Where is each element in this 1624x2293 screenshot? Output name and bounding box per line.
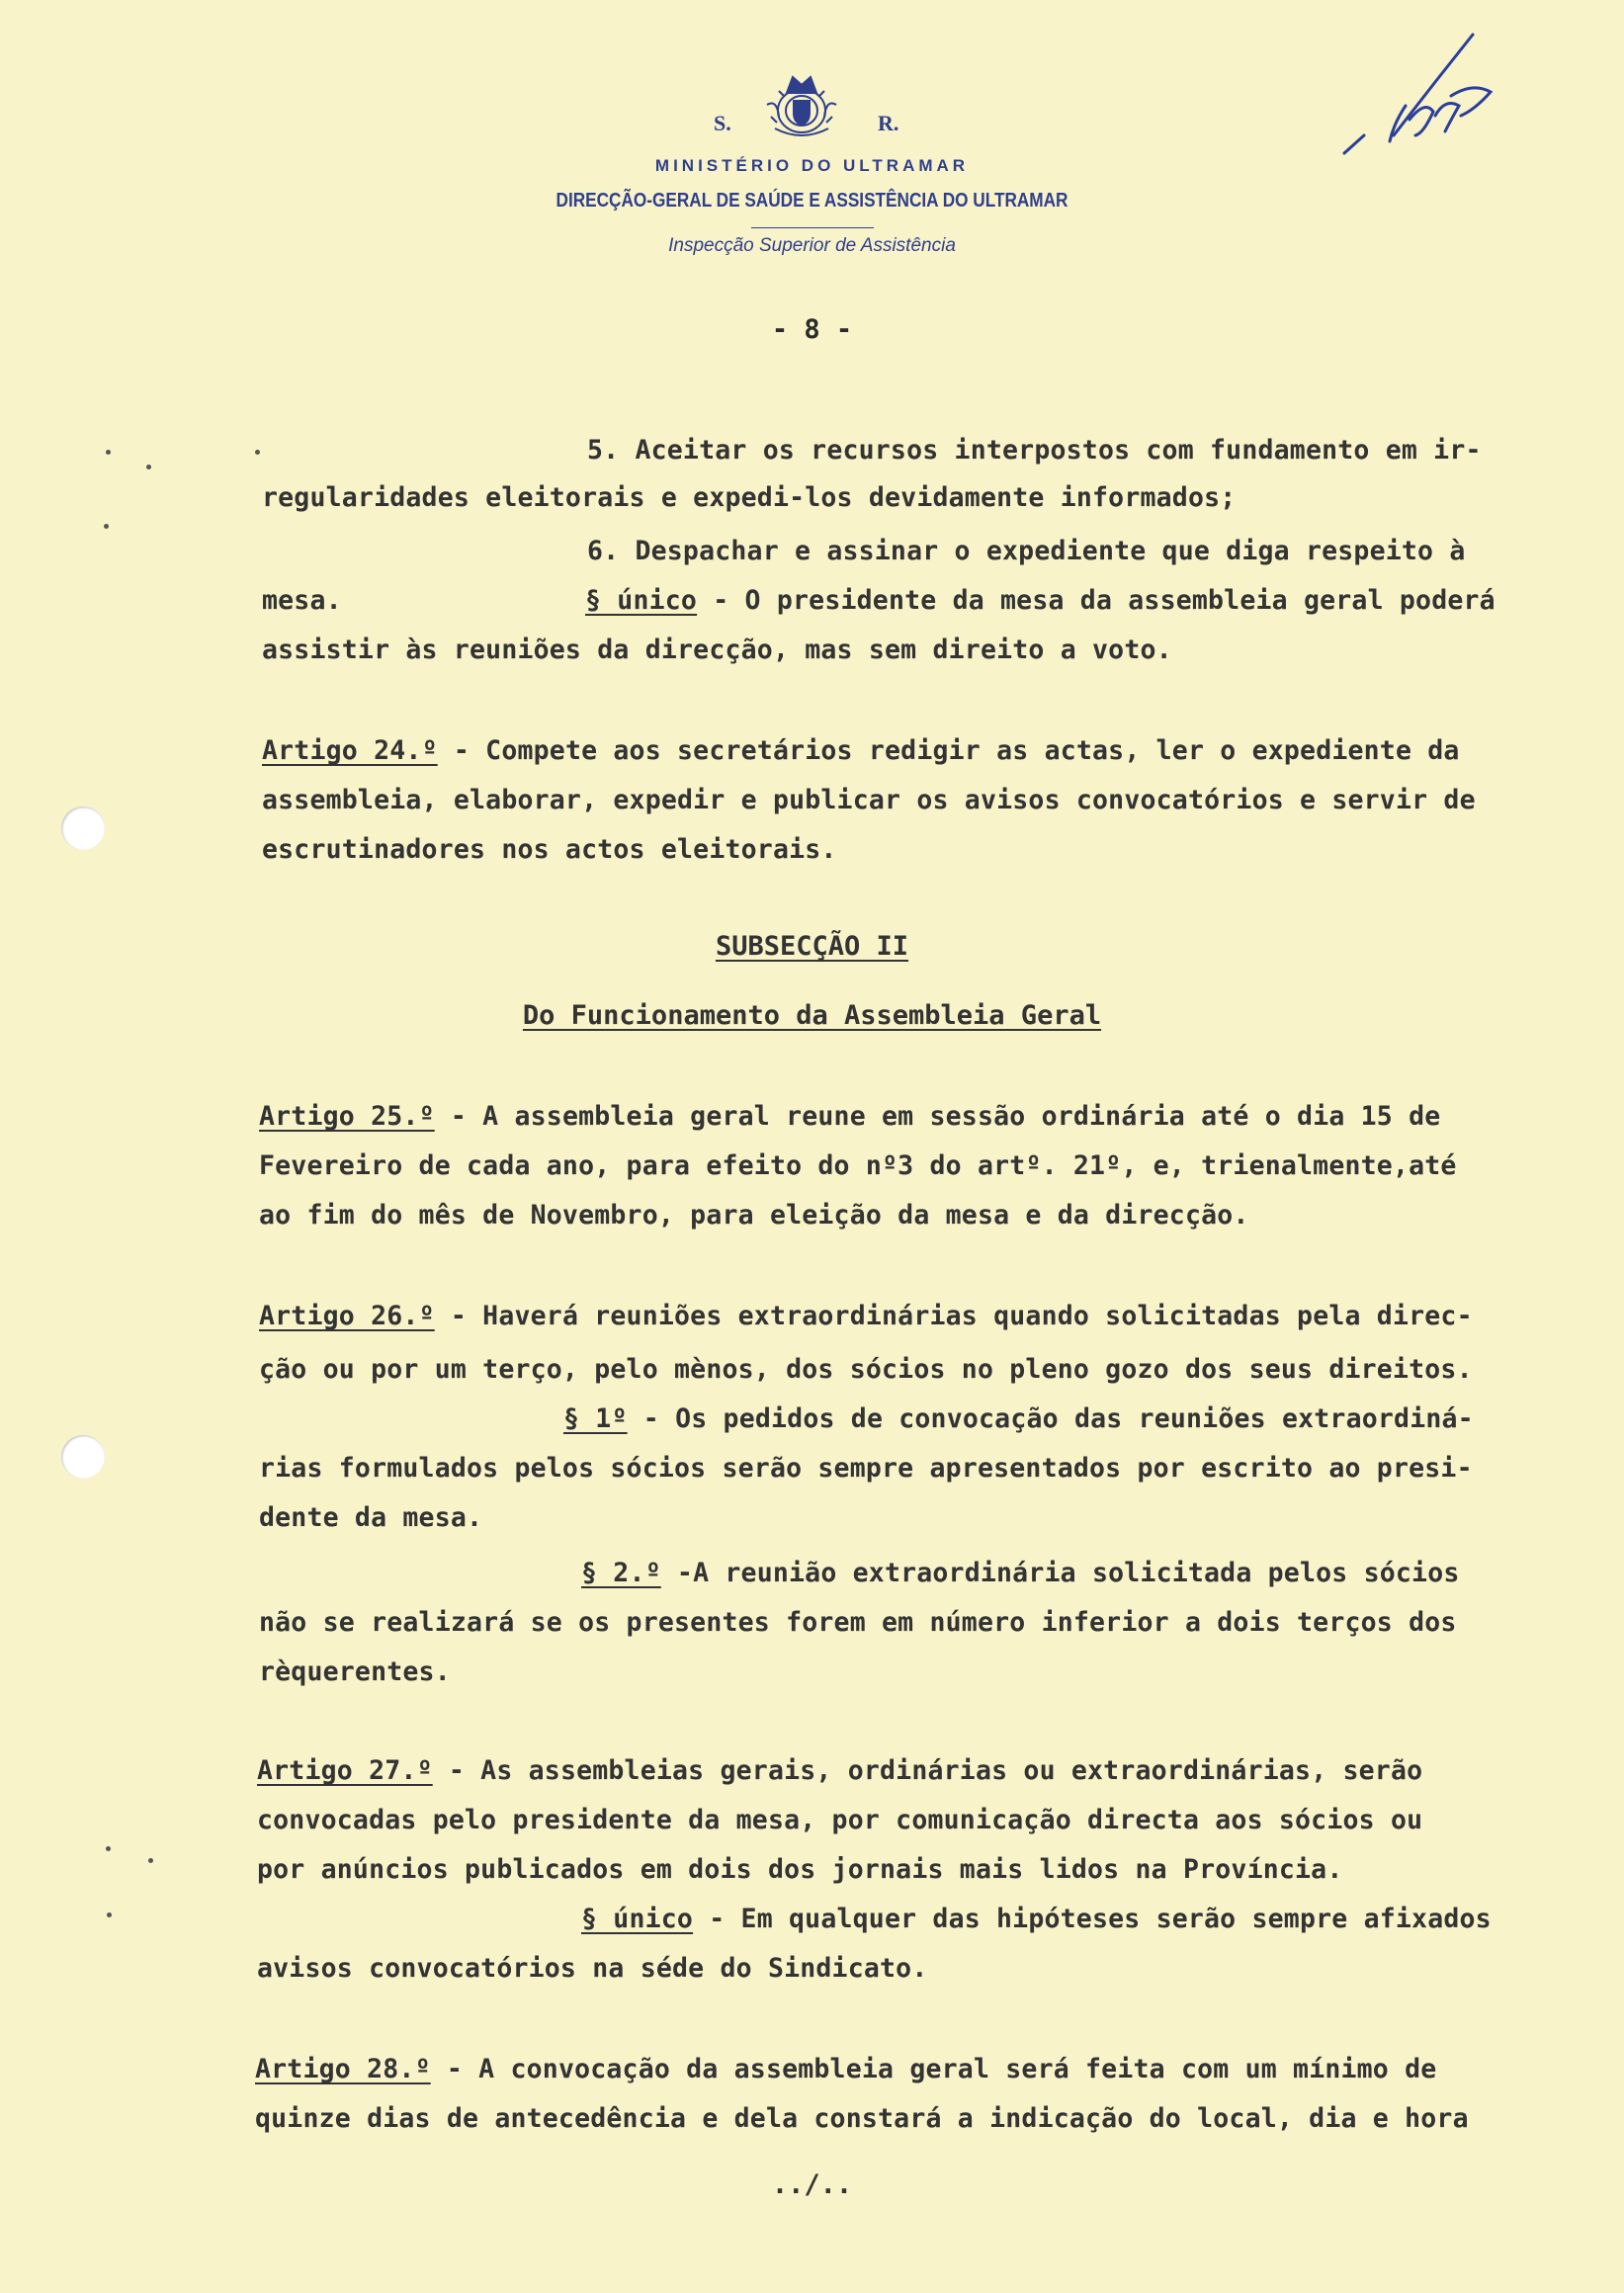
letterhead-s: S. [714,111,731,135]
paragraph-1-line-2: rias formulados pelos sócios serão sempre apresentados por escrito ao presi- [259,1453,1473,1484]
article-26-line-1: Artigo 26.º - Haverá reuniões extraordinárias quando solicitadas pela direc- [259,1301,1473,1331]
unico-1-label: § único [585,585,698,616]
margin-speck [104,524,109,529]
directorate-name: DIRECÇÃO-GERAL DE SAÚDE E ASSISTÊNCIA DO ULTRAMAR [556,190,1068,212]
unico-1-line-2: assistir às reuniões da direcção, mas sem direito a voto. [262,635,1172,665]
article-28-line-2: quinze dias de antecedência e dela constará a indicação do local, dia e hora [255,2103,1469,2134]
paragraph-1-label: § 1º [563,1403,628,1434]
unico-1-line-1: § único - O presidente da mesa da assembleia geral poderá [585,585,1496,616]
stray-mark [255,450,260,455]
article-25-line-3: ao fim do mês de Novembro, para eleição da mesa e da direcção. [259,1200,1249,1231]
margin-speck [148,1858,153,1863]
margin-speck [106,1846,111,1851]
article-27-line-1: Artigo 27.º - As assembleias gerais, ordinárias ou extraordinárias, serão [257,1755,1423,1786]
article-24-line-2: assembleia, elaborar, expedir e publicar os avisos convocatórios e servir de [262,785,1476,815]
letterhead-rule [751,227,874,228]
office-name: Inspecção Superior de Assistência [668,235,956,256]
margin-speck [106,450,111,455]
subsection-heading: SUBSECÇÃO II [715,931,909,962]
unico-2-line-2: avisos convocatórios na séde do Sindicato. [257,1953,928,1984]
margin-speck [146,465,151,469]
paragraph-1-line-1: § 1º - Os pedidos de convocação das reuniões extraordiná- [563,1403,1474,1434]
paragraph-2-label: § 2.º [581,1558,661,1588]
article-27-line-2: convocadas pelo presidente da mesa, por comunicação directa aos sócios ou [257,1805,1423,1835]
ministry-name: MINISTÉRIO DO ULTRAMAR [654,156,970,175]
article-26-label: Artigo 26.º [259,1301,435,1331]
paragraph-2-line-2: não se realizará se os presentes forem em número inferior a dois terços dos [259,1607,1457,1638]
handwritten-initials [1325,25,1502,163]
continuation-mark: ../.. [771,2169,853,2200]
page-number: - 8 - [771,314,853,345]
article-28-line-1: Artigo 28.º - A convocação da assembleia geral será feita com um mínimo de [255,2054,1437,2084]
article-27-label: Artigo 27.º [257,1755,433,1786]
article-25-line-1: Artigo 25.º - A assembleia geral reune em sessão ordinária até o dia 15 de [259,1101,1441,1132]
item-5-line-2: regularidades eleitorais e expedi-los devidamente informados; [262,482,1237,513]
letterhead-r: R. [878,111,899,135]
punch-hole-bottom [61,1435,105,1479]
paragraph-2-line-1: § 2.º -A reunião extraordinária solicitada pelos sócios [581,1558,1460,1588]
subsection-title: Do Funcionamento da Assembleia Geral [522,1000,1102,1031]
unico-2-line-1: § único - Em qualquer das hipóteses serão sempre afixados [581,1904,1492,1934]
punch-hole-top [61,807,105,850]
article-24-line-3: escrutinadores nos actos eleitorais. [262,834,837,865]
paragraph-2-line-3: rèquerentes. [259,1656,451,1687]
article-25-line-2: Fevereiro de cada ano, para efeito do nº3 do artº. 21º, e, trienalmente,até [259,1150,1457,1181]
item-5-line-1: 5. Aceitar os recursos interpostos com fundamento em ir- [587,435,1482,466]
unico-2-label: § único [581,1904,694,1934]
article-28-label: Artigo 28.º [255,2054,431,2084]
article-24-line-1: Artigo 24.º - Compete aos secretários redigir as actas, ler o expediente da [262,735,1460,766]
item-6-line-2: mesa. [262,585,342,616]
article-26-line-2: ção ou por um terço, pelo mènos, dos sócios no pleno gozo dos seus direitos. [259,1354,1473,1385]
article-24-label: Artigo 24.º [262,735,438,766]
article-27-line-3: por anúncios publicados em dois dos jornais mais lidos na Província. [257,1854,1343,1885]
margin-speck [107,1912,112,1917]
article-25-label: Artigo 25.º [259,1101,435,1132]
paragraph-1-line-3: dente da mesa. [259,1502,483,1533]
item-6-line-1: 6. Despachar e assinar o expediente que diga respeito à [587,536,1466,566]
coat-of-arms-icon [761,71,842,142]
